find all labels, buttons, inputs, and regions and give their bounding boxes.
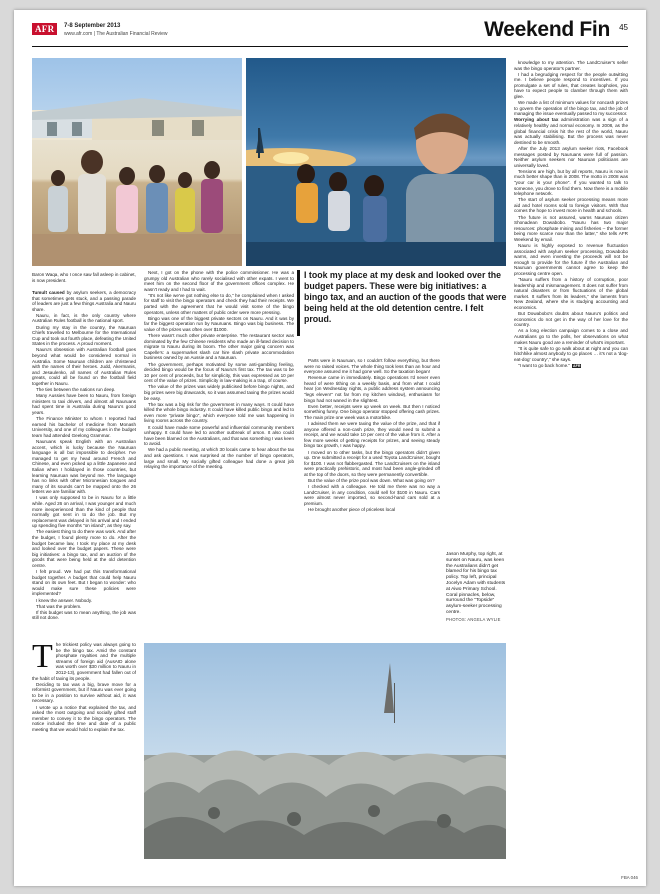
issue-date: 7-8 September 2013 xyxy=(64,23,121,29)
paragraph xyxy=(514,311,628,328)
paragraph-text: knowledge to my attention. The LandCruiser's seller was the bingo operator's partner. xyxy=(514,60,628,71)
paragraph-text: he trickiest policy was always going to be the bingo tax. Amid the constant phosphate royalties and the multiple streams of foreign aid (AusAID alone was worth over $30 million to Nauru in 2012-13), government had fallen out of the habit of taxing its people. xyxy=(32,642,136,681)
paragraph xyxy=(32,325,136,347)
lead-in: Worrying about tax xyxy=(514,117,559,123)
paragraph-text: The start of asylum seeker processing means more aid and hotel rooms sold to foreign visitors. With that comes the hope to invest more in health and schools. xyxy=(514,197,628,214)
paragraph xyxy=(304,358,440,375)
pull-quote-text: I took my place at my desk and looked over the budget papers. These were big initiatives: a bingo tax, and an auction of the goods that were being held at the old detention centre. I felt proud. xyxy=(304,270,507,324)
paragraph xyxy=(32,642,136,681)
paragraph xyxy=(144,316,294,333)
newspaper-page xyxy=(14,10,646,886)
top-photo-caption: Baron Waqa, who I once saw fall asleep in cabinet, is now president. xyxy=(32,272,136,283)
paragraph-text: During my stay in the country, the Nauruan Chiefs travelled to Melbourne for the International Cup and took out fourth place, defeating the United States in the process. A proud moment. xyxy=(32,324,136,347)
paragraph-text: Nauru's obsession with Australian football goes beyond what would be considered normal in Australia. Some Nauruan children are christened with the names of their heroes. Judd, Akermanis, and Jesaulenko, all names of Australian Rules greats, could all be found on the football field together in Nauru. xyxy=(32,347,136,386)
pull-quote-bar xyxy=(297,270,300,336)
paragraph-text: If this budget was to mean anything, the job was still not done. xyxy=(32,609,136,621)
paragraph xyxy=(144,447,294,469)
paragraph-text: But the value of the prize pool was down. What was going on? xyxy=(308,477,435,483)
paragraph-text: "I want to go back home." xyxy=(518,362,571,368)
paragraph xyxy=(514,169,628,197)
paragraph-text: "It's not like we've got nothing else to do," he complained when I asked for staff to visit the bingo operators and check they had their receipts. We parted with the agreement that he would visit some of the bingo operators, unless other matters of public order were more pressing. xyxy=(144,292,294,315)
paragraph-text: We made a list of minimum values for noncash prizes to govern the operation of the bingo tax, and the job of managing the issue eventually passed to my successor. xyxy=(514,100,628,117)
afr-logo: AFR xyxy=(32,23,57,35)
paragraph-text: administration was a sign of a relatively healthy and normal economy. In 2008, as the global financial crisis hit the rest of the world, Nauru was actually stabilising. But the process was never destined to be smooth. xyxy=(514,117,628,145)
paragraph-text: Tensions are high, but by all reports, Nauru is now in much better shape than in 2008. The motto in 2008 was "your car is your phone". If you wanted to talk to someone, you drove to find them. Now there is a mobile telephone network. xyxy=(514,168,628,197)
photo-caption-text: Jason Murphy, top right, at sunset on Nauru, was keen the Australians didn't get blamed for his bingo tax policy. Top left, principal Jocelyn Adam with students at Aiwo Primary School. Coral pinnacles, below, surround the "Topside" asylum-seeker processing centre. xyxy=(446,552,506,615)
paragraph-text: We had a public meeting, at which 30 locals came to hear about the tax and ask questions. I was surprised at the number of bingo operators, large and small. My socially gifted colleague had done a great job relaying the importance of the meeting. xyxy=(144,447,294,470)
publication-url: www.afr.com | The Australian Financial Review xyxy=(64,31,168,37)
photo-caption xyxy=(446,552,506,623)
paragraph-text: I was only supposed to be in Nauru for a little while. Aged 26 on arrival, I was younger and much more inexperienced than the kind of people that normally got sent in to do the job. But my replacement was delayed in his arrival and I ended up spending five months "on island", as they say. xyxy=(32,495,136,529)
paragraph-text: That was the problem. xyxy=(36,603,82,609)
paragraph-text: The tax was a big risk for the government in many ways. It could have killed the whole bingo industry. It could have killed public bingo and led to even more "private bingo", which everyone told me was happening in living rooms across the country. xyxy=(144,401,294,424)
paragraph xyxy=(32,682,136,704)
paragraph-text: The ties between the nations run deep. xyxy=(36,387,116,393)
paragraph xyxy=(304,507,440,513)
paragraph xyxy=(304,404,440,421)
paragraph-text: Nauru, in fact, is the only country where Australian Rules football is the national sport. xyxy=(32,312,136,324)
paragraph xyxy=(304,450,440,478)
paragraph xyxy=(144,293,294,315)
paragraph-text: Revenue came in immediately. Bingo operations I'd never even heard of were tithing on a weekly basis, and from what I could hear (on Wednesday nights, a public address system announcing "legs eleven!" not far from my kitchen window), enthusiasm for bingo had not waned in the slightest. xyxy=(304,375,440,403)
paragraph xyxy=(514,60,628,71)
paragraph xyxy=(514,328,628,345)
paragraph-text: Many Aussies have been to Nauru, from foreign ministers to taxi drivers, and almost all Nauruans had spent time in Australia during Nauru's good years. xyxy=(32,393,136,415)
paragraph-text: The government, perhaps motivated by some anti-gambling feeling, decided bingo would be the focus of Nauru's first tax. The tax was to be 10 per cent of proceeds, but for simplicity, this was expressed as 10 per cent of the value of prizes. Simplicity in law-making is a trap, of course. xyxy=(144,361,294,384)
paragraph-text: The easiest thing to do there was work. And after the budget, I found plenty more to do. After the budget became law, I took my place at my desk and looked over the budget papers. These were big initiatives: a bingo tax, and an auction of the goods that were being held at the old detention centre. xyxy=(32,529,136,568)
paragraph xyxy=(144,425,294,447)
photo-credit: PHOTOS: ANGELA WYLIE xyxy=(446,616,501,622)
bottom-photo xyxy=(144,643,506,859)
top-right-photo xyxy=(246,58,506,266)
sunset-photo-illustration xyxy=(246,58,506,266)
paragraph-text: Nauruans speak English with an Australian accent, which is lucky because the Nauruan language is all but impossible to decipher. I've managed to get my head around French and Chinese, and even picked up a little Japanese and Italian when I holidayed in those countries, but learning Nauruan was beyond me. The language has no links with other Micronesian tongues and many of its sounds can't be mapped onto the 26 letters we are familiar with. xyxy=(32,438,136,495)
paragraph-text: Next, I got on the phone with the police commissioner. He was a grumpy old Australian who rarely socialised with other expats. I went to meet him on the second floor of the government offices complex. He wasn't ready and I had to wait. xyxy=(144,270,294,292)
page-number: 45 xyxy=(619,23,628,32)
paragraph xyxy=(514,100,628,117)
paragraph xyxy=(514,146,628,168)
paragraph-text: I wrote up a notice that explained the tax, and asked the most outgoing and socially gifted staff member to convey it to the bingo operators. The notice included the time and date of a public meeting that we would hold to explain the tax. xyxy=(32,704,136,732)
paragraph xyxy=(144,384,294,401)
paragraph xyxy=(32,598,136,604)
paragraph xyxy=(32,569,136,597)
article-column-2 xyxy=(144,270,294,636)
paragraph xyxy=(304,478,440,484)
paragraph xyxy=(32,290,136,312)
page-header xyxy=(32,18,628,49)
paragraph-text: "Nauru suffers from a history of corruption, poor leadership and mismanagement. It does not suffer from natural disasters or from fluctuations of the global market. It suffers from its leaders," she laments from New Zealand, where she is studying accounting and economics. xyxy=(514,277,628,311)
paragraph-text: Bingo was one of the biggest private sectors on Nauru. And it was by far the biggest operation run by Nauruans. Bingo was big business. The value of the prizes was often over $1000. xyxy=(144,315,294,332)
paragraph-text: The Finance Minister to whom I reported had earned his bachelor of medicine from Monash University, and one of my colleagues in the budget team had attended Geelong Grammar. xyxy=(32,416,136,438)
pull-quote xyxy=(304,270,508,325)
page-folio: FBA 046 xyxy=(621,875,638,880)
paragraph xyxy=(514,346,628,363)
paragraph xyxy=(514,215,628,243)
paragraph xyxy=(32,416,136,438)
end-mark: AFR xyxy=(573,363,581,368)
section-title: Weekend Fin xyxy=(484,18,610,41)
header-rule xyxy=(32,46,628,47)
paragraph-text: After the July 2013 asylum seeker riots, Facebook messages posted by Nauruans were full of passion. Neither asylum seekers nor Nauruan politicians are universally loved. xyxy=(514,145,628,168)
top-left-photo xyxy=(32,58,242,266)
paragraph xyxy=(32,604,136,610)
paragraph-text: by asylum seekers, a democracy that sometimes gets stuck, and a passing parade of leaders are just a few things Australia and Nauru share. xyxy=(32,290,136,312)
paragraph-text: There wasn't much other private enterprise. The restaurant sector was dominated by the few Chinese residents who made an ill-fated decision to migrate to Nauru during its boom. The other major going concern was Capelle's: a supermarket slash car hire slash private accommodation business owned by an Aussie and a Nauruan. xyxy=(144,333,294,361)
paragraph xyxy=(144,362,294,384)
paragraph-text: The value of the prizes was widely publicised before bingo nights, and big prizes were big drawcards, so it was assumed taxing the prizes would be easy. xyxy=(144,384,294,401)
paragraph xyxy=(32,347,136,386)
paragraph xyxy=(144,270,294,292)
paragraph-text: But Dowabobo's doubts about Nauru's politics and economics do not get in the way of her love for the country. xyxy=(514,311,628,328)
coral-pinnacles-illustration xyxy=(144,643,506,859)
lead-in: Tumult caused xyxy=(32,290,65,295)
paragraph-text: I knew the answer. Nobody. xyxy=(36,597,93,603)
article-column-3 xyxy=(304,358,440,636)
paragraph xyxy=(514,72,628,100)
paragraph-text: Parts were in Nauruan, so I couldn't follow everything, but there were no raised voices. The whole thing took less than an hour and everyone assured me it had gone well. So the taxation began! xyxy=(304,358,440,375)
paragraph-text: He brought another piece of priceless local xyxy=(308,506,396,512)
paragraph-text: Even better, receipts were up week on week. But then I noticed something funny. One bingo operator stopped offering cash prizes. The main prize one week was a motorbike. xyxy=(304,403,440,420)
group-photo-illustration xyxy=(32,58,242,266)
paragraph xyxy=(32,387,136,393)
paragraph-text: I felt proud. We had put this transformational budget together. A budget that could help Nauru stand on its own feet. But I began to wonder: who would make sure these policies were implemented? xyxy=(32,569,136,597)
paragraph xyxy=(514,243,628,277)
paragraph xyxy=(32,610,136,621)
paragraph xyxy=(32,705,136,733)
paragraph-text: The future is not assured, warns Nauruan citizen Shonadean Dowabobo. "Nauru has two major resources: phosphate mining and fisheries – the former being more scarce now than the latter," she tells AFR Weekend by email. xyxy=(514,214,628,242)
paragraph-text: Deciding to tax was a big, brave move for a reformist government, but if Nauru was ever going to be in a position to survive without aid, it was necessary. xyxy=(32,681,136,704)
paragraph xyxy=(32,529,136,568)
paragraph xyxy=(514,363,628,370)
paragraph-text: Nauru is highly exposed to revenue fluctuation associated with asylum seeker processing, Dowabobo warns, and even investing the proceeds will not be enough to provide for the future if the Australian and Nauruan governments cannot agree to keep the processing centre open. xyxy=(514,243,628,276)
paragraph-text: I had a begrudging respect for the people outwitting me. I believe people respond to incentives. If you promulgate a set of rules, that creates loopholes, you have to expect people to clamber through them with glee. xyxy=(514,71,628,100)
paragraph xyxy=(304,484,440,506)
article-column-4 xyxy=(514,60,628,850)
paragraph xyxy=(32,313,136,324)
paragraph xyxy=(32,439,136,495)
drop-cap: T xyxy=(32,642,53,675)
paragraph xyxy=(32,495,136,529)
paragraph xyxy=(32,393,136,415)
paragraph-text: I moved on to other tasks, but the bingo operators didn't given up. One submitted a receipt for a used Toyota LandCruiser, bought for $100. I was not flabbergasted. The LandCruisers on the island were practically prehistoric, and most had been angle-grinded off at the top of the doors, so they were permanently convertible. xyxy=(304,449,440,477)
paragraph xyxy=(514,197,628,214)
paragraph xyxy=(144,402,294,424)
article-column-1 xyxy=(32,290,136,634)
paragraph xyxy=(144,333,294,361)
paragraph xyxy=(304,421,440,449)
article-column-1-continued xyxy=(32,642,136,870)
paragraph-text: "It is quite safe to go walk about at night and you can hitchhike almost anybody to go places … it's not a 'dog-eat-dog' country'," she says. xyxy=(514,345,628,362)
paragraph-text: As a long election campaign comes to a close and Australians go to the polls, her observations on what makes Nauru good are a reminder of what's important. xyxy=(514,328,628,345)
paragraph-text: I advised them we were taxing the value of the prize, and that if anyone offered a non-cash prize, they would need to submit a receipt, and we would take 10 per cent of the value from it. After a few more weeks of getting receipts for prizes, and seeing steady bingo tax growth, I was happy. xyxy=(304,421,440,449)
paragraph-text: I checked with a colleague. He told me there was no way a LandCruiser, in any condition, could sell for $100 in Nauru. Cars were almost never imported, so second-hand cars sold at a premium. xyxy=(304,484,440,506)
paragraph xyxy=(514,277,628,311)
paragraph xyxy=(514,117,628,145)
paragraph-text: It could have made some powerful and influential community members unhappy. It could have led to another outbreak of arson. It also could have been blamed on the Australians, and that was something I was keen to avoid. xyxy=(144,424,294,447)
paragraph xyxy=(304,375,440,403)
